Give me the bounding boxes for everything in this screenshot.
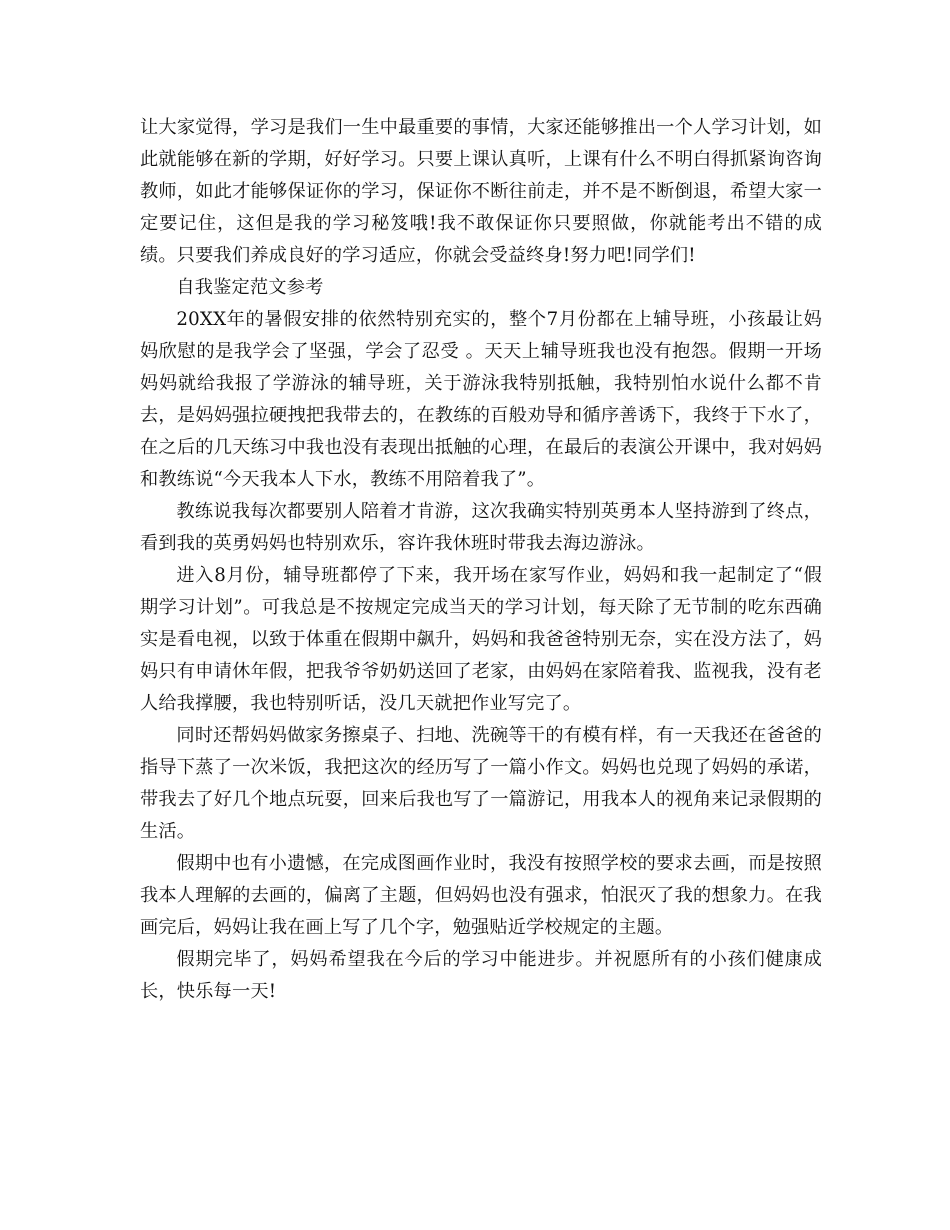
paragraph-summer-intro: 20XX年的暑假安排的依然特别充实的，整个7月份都在上辅导班，小孩最让妈妈欣慰的是我学会了坚强，学会了忍受 。天天上辅导班我也没有抱怨。假期一开场妈妈就给我报了学游泳的辅导班，关于游泳我特别抵触，我特别怕水说什么都不肯去，是妈妈强拉硬拽把我带去的，在教练的百般劝导和循序善诱下，我终于下水了，在之后的几天练习中我也没有表现出抵触的心理，在最后的表演公开课中，我对妈妈和教练说“今天我本人下水，教练不用陪着我了”。 (140, 309, 822, 490)
paragraph-swimming: 教练说我每次都要别人陪着才肯游，这次我确实特别英勇本人坚持游到了终点，看到我的英勇妈妈也特别欢乐，容许我休班时带我去海边游泳。 (140, 501, 822, 554)
paragraph-regret: 假期中也有小遗憾，在完成图画作业时，我没有按照学校的要求去画，而是按照我本人理解的去画的，偏离了主题，但妈妈也没有强求，怕泯灭了我的想象力。在我画完后，妈妈让我在画上写了几个字，勉强贴近学校规定的主题。 (140, 853, 822, 938)
paragraph-conclusion: 假期完毕了，妈妈希望我在今后的学习中能进步。并祝愿所有的小孩们健康成长，快乐每一天! (140, 949, 822, 1002)
paragraph-august: 进入8月份，辅导班都停了下来，我开场在家写作业，妈妈和我一起制定了“假期学习计划”。可我总是不按规定完成当天的学习计划，每天除了无节制的吃东西确实是看电视，以致于体重在假期中飙升，妈妈和我爸爸特别无奈，实在没方法了，妈妈只有申请休年假，把我爷爷奶奶送回了老家，由妈妈在家陪着我、监视我，没有老人给我撑腰，我也特别听话，没几天就把作业写完了。 (140, 565, 822, 714)
document-page (140, 112, 822, 1008)
paragraph-housework: 同时还帮妈妈做家务擦桌子、扫地、洗碗等干的有模有样，有一天我还在爸爸的指导下蒸了一次米饭，我把这次的经历写了一篇小作文。妈妈也兑现了妈妈的承诺，带我去了好几个地点玩耍，回来后我也写了一篇游记，用我本人的视角来记录假期的生活。 (140, 725, 822, 842)
section-heading: 自我鉴定范文参考 (176, 277, 324, 298)
paragraph-continuation: 让大家觉得，学习是我们一生中最重要的事情，大家还能够推出一个人学习计划，如此就能够在新的学期，好好学习。只要上课认真听，上课有什么不明白得抓紧询咨询教师，如此才能够保证你的学习，保证你不断往前走，并不是不断倒退，希望大家一定要记住，这但是我的学习秘笈哦!我不敢保证你只要照做，你就能考出不错的成绩。只要我们养成良好的学习适应，你就会受益终身!努力吧!同学们! (140, 117, 822, 266)
